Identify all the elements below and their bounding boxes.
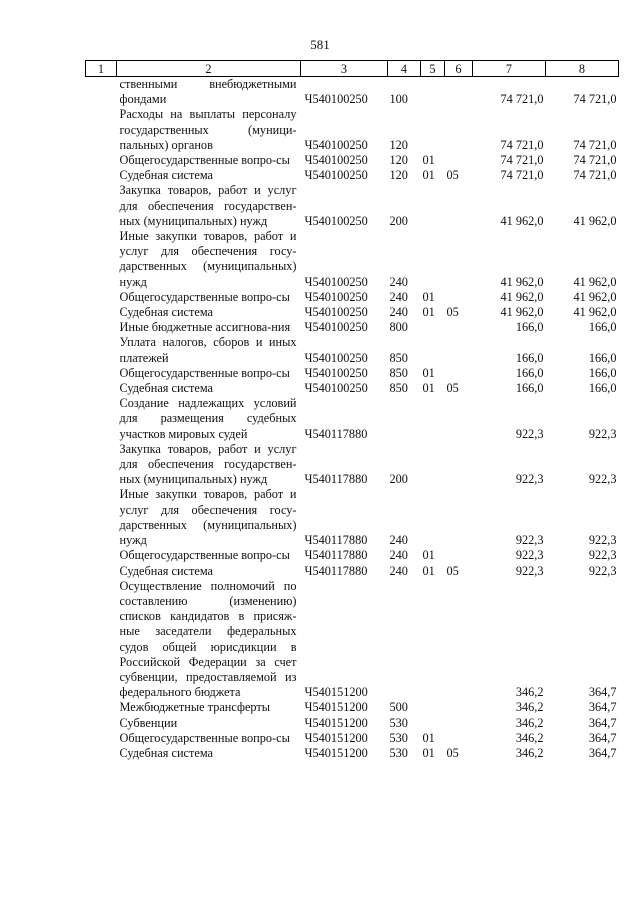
cell-amount-year-1: 346,2 bbox=[515, 700, 544, 715]
cell-section: 01 bbox=[422, 381, 435, 396]
column-header-5: 5 bbox=[421, 61, 445, 77]
cell-expense-type: 240 bbox=[389, 289, 408, 304]
cell-section bbox=[421, 442, 445, 488]
cell-expense-type: 850 bbox=[389, 365, 408, 380]
cell-item-name: Субвенции bbox=[119, 715, 178, 730]
cell-item-name: Общегосударственные вопро-сы bbox=[119, 289, 290, 304]
table-row bbox=[86, 305, 619, 320]
cell-amount-year-2: 166,0 bbox=[588, 381, 617, 396]
table-row bbox=[86, 229, 619, 290]
cell-expense-type: 120 bbox=[389, 168, 408, 183]
cell-amount-year-2: 922,3 bbox=[588, 563, 617, 578]
cell-expense-type: 100 bbox=[389, 92, 408, 107]
cell-amount-year-2: 364,7 bbox=[588, 685, 617, 700]
column-header-3: 3 bbox=[301, 61, 388, 77]
cell-index bbox=[86, 153, 117, 168]
cell-target-code: Ч540100250 bbox=[304, 213, 368, 228]
cell-subsection bbox=[445, 229, 473, 290]
table-row bbox=[86, 77, 619, 108]
cell-index bbox=[86, 487, 117, 548]
cell-expense-type: 500 bbox=[389, 700, 408, 715]
cell-subsection bbox=[445, 700, 473, 715]
cell-index bbox=[86, 229, 117, 290]
cell-index bbox=[86, 183, 117, 229]
cell-subsection bbox=[445, 579, 473, 701]
cell-amount-year-1: 922,3 bbox=[515, 533, 544, 548]
cell-expense-type: 120 bbox=[389, 153, 408, 168]
cell-section bbox=[421, 320, 445, 335]
column-header-4: 4 bbox=[388, 61, 421, 77]
cell-amount-year-2: 922,3 bbox=[588, 472, 617, 487]
cell-subsection: 05 bbox=[446, 745, 459, 760]
cell-amount-year-1: 41 962,0 bbox=[500, 213, 544, 228]
column-header-7: 7 bbox=[473, 61, 546, 77]
cell-item-name: Общегосударственные вопро-сы bbox=[119, 153, 290, 168]
cell-index bbox=[86, 579, 117, 701]
cell-item-name: Закупка товаров, работ и услуг для обеспечения государствен-ных (муниципальных) нужд bbox=[119, 183, 297, 228]
cell-target-code: Ч540117880 bbox=[304, 426, 368, 441]
cell-index bbox=[86, 290, 117, 305]
cell-index bbox=[86, 335, 117, 365]
cell-target-code: Ч540117880 bbox=[304, 533, 368, 548]
cell-amount-year-1: 41 962,0 bbox=[500, 305, 544, 320]
cell-amount-year-1: 922,3 bbox=[515, 563, 544, 578]
cell-amount-year-2: 364,7 bbox=[588, 700, 617, 715]
cell-target-code: Ч540100250 bbox=[304, 153, 368, 168]
column-header-2: 2 bbox=[117, 61, 301, 77]
cell-item-name: Уплата налогов, сборов и иных платежей bbox=[119, 335, 297, 365]
table-row bbox=[86, 168, 619, 183]
cell-subsection bbox=[445, 183, 473, 229]
cell-target-code: Ч540100250 bbox=[304, 381, 368, 396]
cell-section: 01 bbox=[422, 365, 435, 380]
table-row bbox=[86, 731, 619, 746]
cell-section: 01 bbox=[422, 730, 435, 745]
cell-expense-type: 800 bbox=[389, 320, 408, 335]
cell-subsection bbox=[445, 366, 473, 381]
cell-subsection bbox=[445, 153, 473, 168]
cell-expense-type: 850 bbox=[389, 381, 408, 396]
table-row bbox=[86, 153, 619, 168]
cell-target-code: Ч540151200 bbox=[304, 715, 368, 730]
cell-index bbox=[86, 548, 117, 563]
cell-subsection bbox=[445, 716, 473, 731]
cell-amount-year-1: 922,3 bbox=[515, 426, 544, 441]
cell-section: 01 bbox=[422, 563, 435, 578]
cell-amount-year-1: 74 721,0 bbox=[500, 92, 544, 107]
cell-amount-year-2: 166,0 bbox=[588, 350, 617, 365]
cell-amount-year-1: 166,0 bbox=[515, 350, 544, 365]
cell-subsection bbox=[445, 290, 473, 305]
cell-item-name: Осуществление полномочий по составлению (изменению) списков кандидатов в присяж-ные заседатели федеральных судов общей юрисдикции в Российской Федерации за счет субвенции, предоставляемой из федерального бюджета bbox=[119, 578, 297, 700]
cell-amount-year-2: 364,7 bbox=[588, 745, 617, 760]
cell-target-code: Ч540117880 bbox=[304, 563, 368, 578]
table-row bbox=[86, 335, 619, 365]
cell-amount-year-2: 74 721,0 bbox=[573, 137, 617, 152]
cell-target-code: Ч540100250 bbox=[304, 137, 368, 152]
cell-target-code: Ч540100250 bbox=[304, 289, 368, 304]
cell-index bbox=[86, 168, 117, 183]
cell-item-name: Судебная система bbox=[119, 305, 213, 320]
cell-amount-year-2: 922,3 bbox=[588, 533, 617, 548]
cell-target-code: Ч540100250 bbox=[304, 168, 368, 183]
cell-expense-type: 240 bbox=[389, 563, 408, 578]
cell-subsection: 05 bbox=[446, 168, 459, 183]
cell-amount-year-2: 41 962,0 bbox=[573, 274, 617, 289]
cell-expense-type: 240 bbox=[389, 274, 408, 289]
table-row bbox=[86, 746, 619, 761]
cell-section bbox=[421, 77, 445, 108]
column-header-1: 1 bbox=[86, 61, 117, 77]
cell-subsection: 05 bbox=[446, 381, 459, 396]
cell-amount-year-2: 166,0 bbox=[588, 365, 617, 380]
cell-item-name: Общегосударственные вопро-сы bbox=[119, 548, 290, 563]
cell-target-code: Ч540100250 bbox=[304, 350, 368, 365]
cell-target-code: Ч540100250 bbox=[304, 320, 368, 335]
cell-section: 01 bbox=[422, 153, 435, 168]
cell-target-code: Ч540100250 bbox=[304, 305, 368, 320]
cell-expense-type: 240 bbox=[389, 548, 408, 563]
cell-amount-year-1: 166,0 bbox=[515, 365, 544, 380]
table-header bbox=[86, 61, 619, 77]
cell-expense-type: 200 bbox=[389, 213, 408, 228]
cell-item-name: Судебная система bbox=[119, 563, 213, 578]
cell-index bbox=[86, 716, 117, 731]
cell-amount-year-2: 74 721,0 bbox=[573, 92, 617, 107]
cell-expense-type: 530 bbox=[389, 730, 408, 745]
cell-amount-year-1: 346,2 bbox=[515, 730, 544, 745]
cell-subsection: 05 bbox=[446, 305, 459, 320]
table-row bbox=[86, 366, 619, 381]
cell-section bbox=[421, 229, 445, 290]
cell-amount-year-1: 346,2 bbox=[515, 715, 544, 730]
cell-item-name: Иные закупки товаров, работ и услуг для обеспечения госу-дарственных (муниципальных) нужд bbox=[119, 229, 297, 289]
table-row bbox=[86, 396, 619, 442]
cell-target-code: Ч540117880 bbox=[304, 548, 368, 563]
table-row bbox=[86, 107, 619, 153]
cell-amount-year-1: 41 962,0 bbox=[500, 289, 544, 304]
cell-amount-year-2: 922,3 bbox=[588, 548, 617, 563]
cell-amount-year-2: 74 721,0 bbox=[573, 168, 617, 183]
cell-item-name: Закупка товаров, работ и услуг для обеспечения государствен-ных (муниципальных) нужд bbox=[119, 441, 297, 487]
cell-expense-type bbox=[388, 396, 421, 442]
cell-section bbox=[421, 335, 445, 365]
cell-section bbox=[421, 700, 445, 715]
cell-subsection bbox=[445, 442, 473, 488]
cell-expense-type: 850 bbox=[389, 350, 408, 365]
cell-amount-year-1: 74 721,0 bbox=[500, 168, 544, 183]
cell-item-name: Создание надлежащих условий для размещения судебных участков мировых судей bbox=[119, 396, 297, 441]
cell-section: 01 bbox=[422, 548, 435, 563]
cell-target-code: Ч540151200 bbox=[304, 730, 368, 745]
cell-target-code: Ч540151200 bbox=[304, 745, 368, 760]
column-header-6: 6 bbox=[445, 61, 473, 77]
table-row bbox=[86, 579, 619, 701]
table-row bbox=[86, 442, 619, 488]
cell-target-code: Ч540100250 bbox=[304, 365, 368, 380]
cell-expense-type: 530 bbox=[389, 745, 408, 760]
cell-expense-type bbox=[388, 579, 421, 701]
cell-section: 01 bbox=[422, 168, 435, 183]
cell-amount-year-2: 364,7 bbox=[588, 730, 617, 745]
cell-item-name: Судебная система bbox=[119, 381, 213, 396]
cell-item-name: Общегосударственные вопро-сы bbox=[119, 365, 290, 380]
cell-item-name: Общегосударственные вопро-сы bbox=[119, 730, 290, 745]
table-row bbox=[86, 700, 619, 715]
cell-section: 01 bbox=[422, 289, 435, 304]
table-row bbox=[86, 716, 619, 731]
cell-index bbox=[86, 77, 117, 108]
cell-section bbox=[421, 107, 445, 153]
cell-amount-year-1: 922,3 bbox=[515, 548, 544, 563]
cell-section bbox=[421, 487, 445, 548]
cell-amount-year-2: 74 721,0 bbox=[573, 153, 617, 168]
cell-index bbox=[86, 320, 117, 335]
table-row bbox=[86, 381, 619, 396]
cell-index bbox=[86, 731, 117, 746]
cell-section bbox=[421, 183, 445, 229]
table-row bbox=[86, 183, 619, 229]
table-body bbox=[86, 77, 619, 762]
cell-section bbox=[421, 579, 445, 701]
table-row bbox=[86, 320, 619, 335]
cell-amount-year-2: 364,7 bbox=[588, 715, 617, 730]
cell-index bbox=[86, 700, 117, 715]
cell-item-name: Судебная система bbox=[119, 745, 213, 760]
cell-expense-type: 240 bbox=[389, 533, 408, 548]
cell-subsection bbox=[445, 731, 473, 746]
cell-target-code: Ч540100250 bbox=[304, 92, 368, 107]
cell-expense-type: 120 bbox=[389, 137, 408, 152]
cell-amount-year-1: 74 721,0 bbox=[500, 153, 544, 168]
cell-target-code: Ч540117880 bbox=[304, 472, 368, 487]
cell-section bbox=[421, 716, 445, 731]
cell-subsection bbox=[445, 396, 473, 442]
budget-table bbox=[85, 60, 619, 761]
cell-amount-year-2: 41 962,0 bbox=[573, 213, 617, 228]
cell-subsection bbox=[445, 487, 473, 548]
cell-expense-type: 200 bbox=[389, 472, 408, 487]
table-row bbox=[86, 548, 619, 563]
table-row bbox=[86, 290, 619, 305]
cell-amount-year-2: 41 962,0 bbox=[573, 289, 617, 304]
table-row bbox=[86, 564, 619, 579]
cell-item-name: Судебная система bbox=[119, 168, 213, 183]
cell-index bbox=[86, 366, 117, 381]
cell-index bbox=[86, 564, 117, 579]
cell-target-code: Ч540151200 bbox=[304, 700, 368, 715]
cell-subsection bbox=[445, 548, 473, 563]
cell-amount-year-1: 41 962,0 bbox=[500, 274, 544, 289]
cell-index bbox=[86, 305, 117, 320]
page-number: 581 bbox=[310, 37, 330, 52]
cell-index bbox=[86, 381, 117, 396]
cell-section: 01 bbox=[422, 305, 435, 320]
column-header-8: 8 bbox=[546, 61, 619, 77]
cell-index bbox=[86, 746, 117, 761]
cell-subsection bbox=[445, 77, 473, 108]
cell-section: 01 bbox=[422, 745, 435, 760]
cell-amount-year-2: 922,3 bbox=[588, 426, 617, 441]
cell-item-name: Иные бюджетные ассигнова-ния bbox=[119, 320, 291, 335]
cell-item-name: ственными внебюджетными фондами bbox=[119, 77, 297, 107]
table-row bbox=[86, 487, 619, 548]
cell-target-code: Ч540151200 bbox=[304, 685, 368, 700]
cell-subsection bbox=[445, 107, 473, 153]
cell-expense-type: 240 bbox=[389, 305, 408, 320]
cell-expense-type: 530 bbox=[389, 715, 408, 730]
cell-amount-year-1: 346,2 bbox=[515, 745, 544, 760]
cell-subsection bbox=[445, 335, 473, 365]
cell-index bbox=[86, 396, 117, 442]
cell-amount-year-1: 166,0 bbox=[515, 320, 544, 335]
cell-item-name: Иные закупки товаров, работ и услуг для обеспечения госу-дарственных (муниципальных) нужд bbox=[119, 487, 297, 548]
cell-item-name: Расходы на выплаты персоналу государственных (муници-пальных) органов bbox=[119, 107, 297, 152]
cell-section bbox=[421, 396, 445, 442]
cell-item-name: Межбюджетные трансферты bbox=[119, 700, 271, 715]
cell-amount-year-2: 41 962,0 bbox=[573, 305, 617, 320]
cell-index bbox=[86, 442, 117, 488]
cell-amount-year-2: 166,0 bbox=[588, 320, 617, 335]
cell-index bbox=[86, 107, 117, 153]
cell-amount-year-1: 346,2 bbox=[515, 685, 544, 700]
cell-amount-year-1: 922,3 bbox=[515, 472, 544, 487]
cell-amount-year-1: 74 721,0 bbox=[500, 137, 544, 152]
cell-subsection: 05 bbox=[446, 563, 459, 578]
cell-subsection bbox=[445, 320, 473, 335]
cell-amount-year-1: 166,0 bbox=[515, 381, 544, 396]
cell-target-code: Ч540100250 bbox=[304, 274, 368, 289]
